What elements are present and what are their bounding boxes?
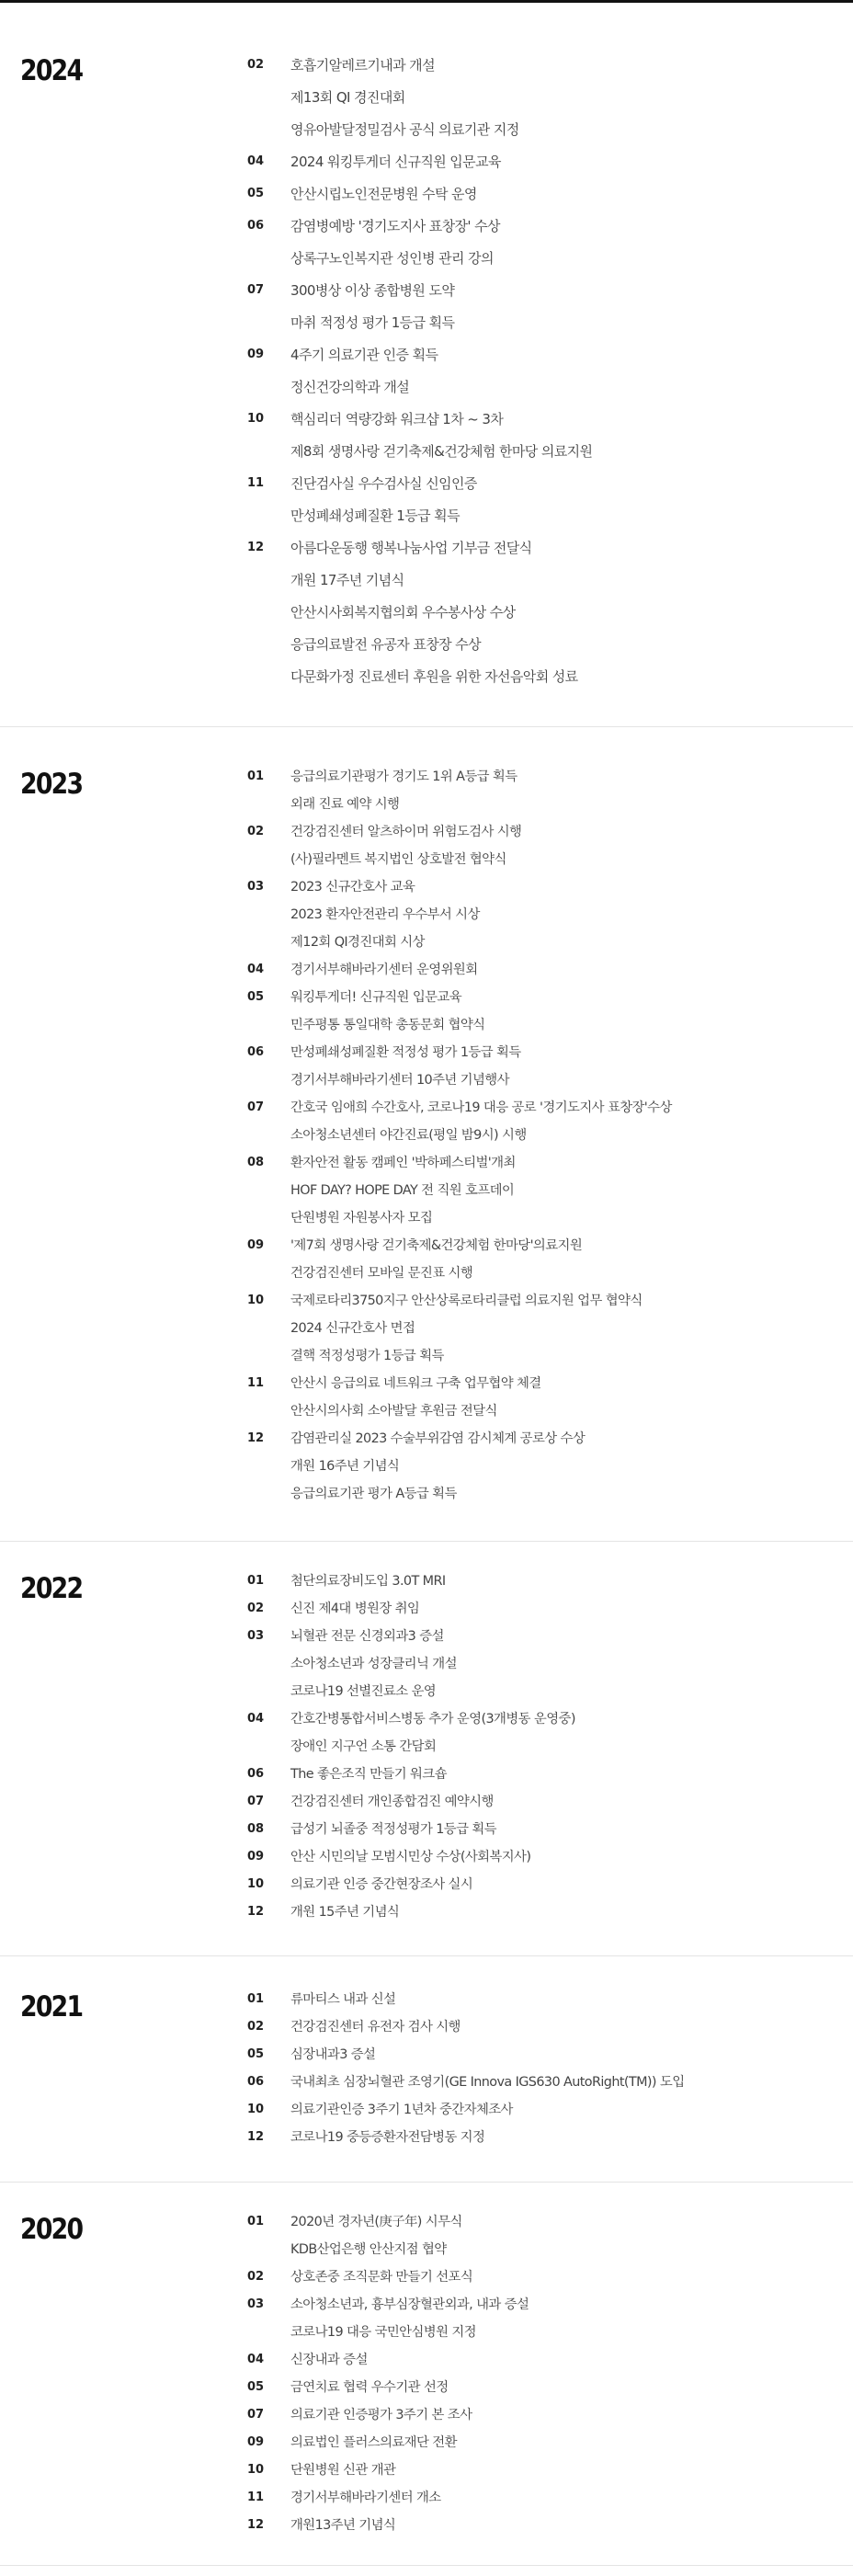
history-text: 만성폐쇄성폐질환 적정성 평가 1등급 획득 [290,1045,521,1060]
history-text: 개원13주년 기념식 [290,2518,396,2533]
history-text: 소아청소년과, 흉부심장혈관외과, 내과 증설 [290,2297,529,2312]
history-item [0,2484,853,2512]
history-text: 단원병원 신관 개관 [290,2463,396,2478]
history-item [0,1650,853,1678]
month-label: 10 [247,2103,265,2116]
history-item [0,1122,853,1149]
history-item [0,1816,853,1843]
history-text: '제7회 생명사랑 걷기축제&건강체험 한마당'의료지원 [290,1238,583,1253]
month-label: 11 [247,476,265,490]
month-label: 01 [247,769,265,783]
month-label: 01 [247,1574,265,1588]
history-text: 코로나19 선별진료소 운영 [290,1684,437,1699]
history-item [0,2512,853,2539]
history-text: 경기서부해바라기센터 운영위원회 [290,963,478,977]
month-label: 02 [247,2270,265,2284]
history-text: 첨단의료장비도입 3.0T MRI [290,1574,446,1589]
history-text: 개원 15주년 기념식 [290,1905,400,1920]
history-item [0,1871,853,1898]
history-item [0,1480,853,1508]
history-text: 의료법인 플러스의료재단 전환 [290,2435,457,2450]
history-item [0,901,853,929]
history-item [0,1094,853,1122]
history-text: 워킹투게더! 신규직원 입문교육 [290,990,462,1005]
history-text: 영유아발달정밀검사 공식 의료기관 지정 [290,121,519,138]
history-item [0,502,853,534]
history-text: 응급의료발전 유공자 표창장 수상 [290,636,481,653]
month-label: 03 [247,2297,265,2311]
history-text: 300병상 이상 종합병원 도약 [290,282,455,299]
month-label: 12 [247,1905,265,1919]
history-text: 감염관리실 2023 수술부위감염 감시체계 공로상 수상 [290,1431,586,1446]
history-text: 응급의료기관평가 경기도 1위 A등급 획득 [290,769,517,784]
history-item [0,1066,853,1094]
history-text: 건강검진센터 알츠하이머 위험도검사 시행 [290,825,522,839]
history-text: 감염병예방 '경기도지사 표창장' 수상 [290,218,500,234]
history-item [0,663,853,695]
month-label: 03 [247,1629,265,1643]
history-text: 의료기관 인증평가 3주기 본 조사 [290,2408,472,2422]
month-label: 12 [247,2518,265,2532]
history-entries [0,51,853,695]
history-item [0,2013,853,2041]
history-item [0,534,853,566]
history-text: 안산시의사회 소아발달 후원금 전달식 [290,1404,497,1419]
history-item [0,1370,853,1397]
history-item [0,956,853,984]
history-item [0,984,853,1011]
month-label: 12 [247,541,265,554]
history-text: 상호존중 조직문화 만들기 선포식 [290,2270,473,2285]
history-item [0,1898,853,1926]
history-text: The 좋은조직 만들기 워크숍 [290,1767,447,1782]
history-item [0,1177,853,1204]
history-item [0,1232,853,1260]
history-text: 급성기 뇌졸중 적정성평가 1등급 획득 [290,1822,496,1837]
history-text: 소아청소년과 성장클리닉 개설 [290,1657,457,1671]
history-item [0,245,853,277]
month-label: 10 [247,1877,265,1891]
history-text: 상록구노인복지관 성인병 관리 강의 [290,250,494,267]
history-text: 신진 제4대 병원장 취임 [290,1601,420,1616]
month-label: 05 [247,2380,265,2394]
history-item [0,1425,853,1453]
history-text: 건강검진센터 유전자 검사 시행 [290,2020,461,2035]
history-text: 코로나19 대응 국민안심병원 지정 [290,2325,476,2340]
history-text: 건강검진센터 개인종합검진 예약시행 [290,1795,494,1809]
month-label: 04 [247,963,265,976]
history-text: 코로나19 중등증환자전담병동 지정 [290,2130,485,2145]
history-item [0,1678,853,1705]
history-item [0,2374,853,2401]
history-text: 제13회 QI 경진대회 [290,89,405,106]
history-item [0,212,853,245]
history-text: 제8회 생명사랑 걷기축제&건강체험 한마당 의료지원 [290,443,593,460]
section-divider [0,1541,853,1542]
history-entries [0,1567,853,1926]
history-text: 2024 워킹투게더 신규직원 입문교육 [290,154,501,170]
month-label: 06 [247,219,265,233]
month-label: 03 [247,880,265,894]
history-text: 금연치료 협력 우수기관 선정 [290,2380,449,2395]
history-item [0,84,853,116]
month-label: 09 [247,348,265,361]
history-text: 안산시사회복지협의회 우수봉사상 수상 [290,604,516,621]
history-entries [0,1986,853,2151]
month-label: 04 [247,1712,265,1726]
month-label: 06 [247,1767,265,1781]
history-item [0,2124,853,2151]
year-title: 2021 [20,1990,83,2023]
history-text: 안산시립노인전문병원 수탁 운영 [290,186,477,202]
history-text: 아름다운동행 행복나눔사업 기부금 전달식 [290,540,532,556]
history-item [0,341,853,373]
month-label: 10 [247,2463,265,2477]
history-text: 정신건강의학과 개설 [290,379,410,395]
history-text: 호흡기알레르기내과 개설 [290,57,435,74]
month-label: 09 [247,1238,265,1252]
history-entries [0,763,853,1508]
month-label: 04 [247,2353,265,2366]
history-item [0,1315,853,1342]
history-item [0,1986,853,2013]
month-label: 10 [247,1294,265,1307]
history-item [0,1260,853,1287]
month-label: 05 [247,187,265,200]
history-text: 개원 17주년 기념식 [290,572,404,588]
history-item [0,180,853,212]
month-label: 04 [247,154,265,168]
history-text: 핵심리더 역량강화 워크샵 1차 ~ 3차 [290,411,504,427]
history-item [0,1204,853,1232]
month-label: 12 [247,1431,265,1445]
history-item [0,1843,853,1871]
month-label: 10 [247,412,265,426]
month-label: 07 [247,1795,265,1808]
history-text: 간호국 임애희 수간호사, 코로나19 대응 공로 '경기도지사 표창장'수상 [290,1100,672,1115]
month-label: 02 [247,825,265,838]
history-text: 국내최초 심장뇌혈관 조영기(GE Innova IGS630 AutoRight(TM)) 도입 [290,2075,685,2090]
history-item [0,1788,853,1816]
month-label: 02 [247,58,265,72]
history-item [0,791,853,818]
history-text: 결핵 적정성평가 1등급 획득 [290,1349,444,1363]
history-text: KDB산업은행 안산지점 협약 [290,2242,447,2257]
history-text: 경기서부해바라기센터 10주년 기념행사 [290,1073,509,1088]
history-item [0,2041,853,2069]
history-item [0,470,853,502]
history-text: 간호간병통합서비스병동 추가 운영(3개병동 운영중) [290,1712,575,1727]
section-divider [0,2182,853,2183]
history-text: 만성폐쇄성폐질환 1등급 획득 [290,507,460,524]
history-text: 2024 신규간호사 면접 [290,1321,415,1336]
history-text: 환자안전 활동 캠페인 '박하페스티벌'개최 [290,1156,516,1170]
history-item [0,846,853,873]
history-item [0,405,853,438]
section-divider [0,1955,853,1956]
year-title: 2020 [20,2213,83,2246]
history-entries [0,2208,853,2539]
history-item [0,2208,853,2236]
history-text: 제12회 QI경진대회 시상 [290,935,425,950]
month-label: 12 [247,2130,265,2144]
month-label: 05 [247,990,265,1004]
history-text: 소아청소년센터 야간진료(평일 밤9시) 시행 [290,1128,527,1143]
history-item [0,277,853,309]
history-item [0,818,853,846]
history-text: 안산 시민의날 모범시민상 수상(사회복지사) [290,1850,531,1864]
history-item [0,873,853,901]
history-item [0,1567,853,1595]
history-item [0,631,853,663]
history-item [0,1733,853,1761]
history-item [0,51,853,87]
year-title: 2023 [20,768,83,801]
history-item [0,1149,853,1177]
month-label: 02 [247,2020,265,2034]
history-item [0,1397,853,1425]
history-item [0,2236,853,2263]
history-text: 단원병원 자원봉사자 모집 [290,1211,433,1225]
month-label: 01 [247,2215,265,2228]
history-item [0,373,853,405]
history-text: 경기서부해바라기센터 개소 [290,2491,441,2505]
month-label: 06 [247,2075,265,2089]
history-item [0,2319,853,2346]
history-item [0,2346,853,2374]
history-text: HOF DAY? HOPE DAY 전 직원 호프데이 [290,1183,515,1198]
month-label: 06 [247,1045,265,1059]
history-text: 마취 적정성 평가 1등급 획득 [290,314,455,331]
history-text: (사)필라멘트 복지법인 상호발전 협약식 [290,852,506,867]
history-item [0,1011,853,1039]
month-label: 07 [247,2408,265,2422]
history-text: 신장내과 증설 [290,2353,368,2367]
month-label: 08 [247,1156,265,1169]
history-text: 의료기관 인증 중간현장조사 실시 [290,1877,473,1892]
history-text: 다문화가정 진료센터 후원을 위한 자선음악회 성료 [290,668,578,685]
month-label: 07 [247,1100,265,1114]
history-text: 2023 신규간호사 교육 [290,880,415,895]
month-label: 02 [247,1601,265,1615]
history-item [0,148,853,180]
history-item [0,929,853,956]
history-item [0,1595,853,1623]
history-item [0,1039,853,1066]
history-item [0,1342,853,1370]
month-label: 01 [247,1992,265,2006]
month-label: 09 [247,1850,265,1864]
history-item [0,1287,853,1315]
month-label: 07 [247,283,265,297]
history-item [0,2429,853,2456]
history-text: 2020년 경자년(庚子年) 시무식 [290,2215,462,2229]
history-text: 뇌혈관 전문 신경외과3 증설 [290,1629,444,1644]
history-text: 건강검진센터 모바일 문진표 시행 [290,1266,473,1281]
history-item [0,438,853,470]
month-label: 11 [247,2491,265,2504]
section-divider [0,726,853,727]
history-item [0,1761,853,1788]
top-border [0,0,853,3]
month-label: 11 [247,1376,265,1390]
month-label: 09 [247,2435,265,2449]
history-item [0,2263,853,2291]
history-text: 장애인 지구언 소통 간담회 [290,1739,437,1754]
history-item [0,2291,853,2319]
history-text: 4주기 의료기관 인증 획득 [290,347,438,363]
history-item [0,2069,853,2096]
history-text: 안산시 응급의료 네트워크 구축 업무협약 체결 [290,1376,541,1391]
history-item [0,2456,853,2484]
history-item [0,763,853,791]
history-item [0,2096,853,2124]
history-item [0,566,853,598]
history-text: 외래 진료 예약 시행 [290,797,400,812]
history-text: 2023 환자안전관리 우수부서 시상 [290,907,480,922]
month-label: 05 [247,2047,265,2061]
history-text: 의료기관인증 3주기 1년차 중간자체조사 [290,2103,513,2117]
month-label: 08 [247,1822,265,1836]
history-item [0,116,853,148]
history-text: 진단검사실 우수검사실 신임인증 [290,475,477,492]
history-item [0,1705,853,1733]
history-text: 류마티스 내과 신설 [290,1992,396,2007]
history-item [0,309,853,341]
history-text: 국제로타리3750지구 안산상록로타리클럽 의료지원 업무 협약식 [290,1294,643,1308]
history-item [0,1623,853,1650]
year-title: 2022 [20,1572,83,1605]
history-item [0,2401,853,2429]
year-title: 2024 [20,54,83,87]
history-text: 민주평통 통일대학 총동문회 협약식 [290,1018,485,1032]
history-text: 응급의료기관 평가 A등급 획득 [290,1487,457,1501]
history-text: 심장내과3 증설 [290,2047,376,2062]
section-divider [0,2565,853,2566]
history-item [0,598,853,631]
history-item [0,1453,853,1480]
history-text: 개원 16주년 기념식 [290,1459,400,1474]
